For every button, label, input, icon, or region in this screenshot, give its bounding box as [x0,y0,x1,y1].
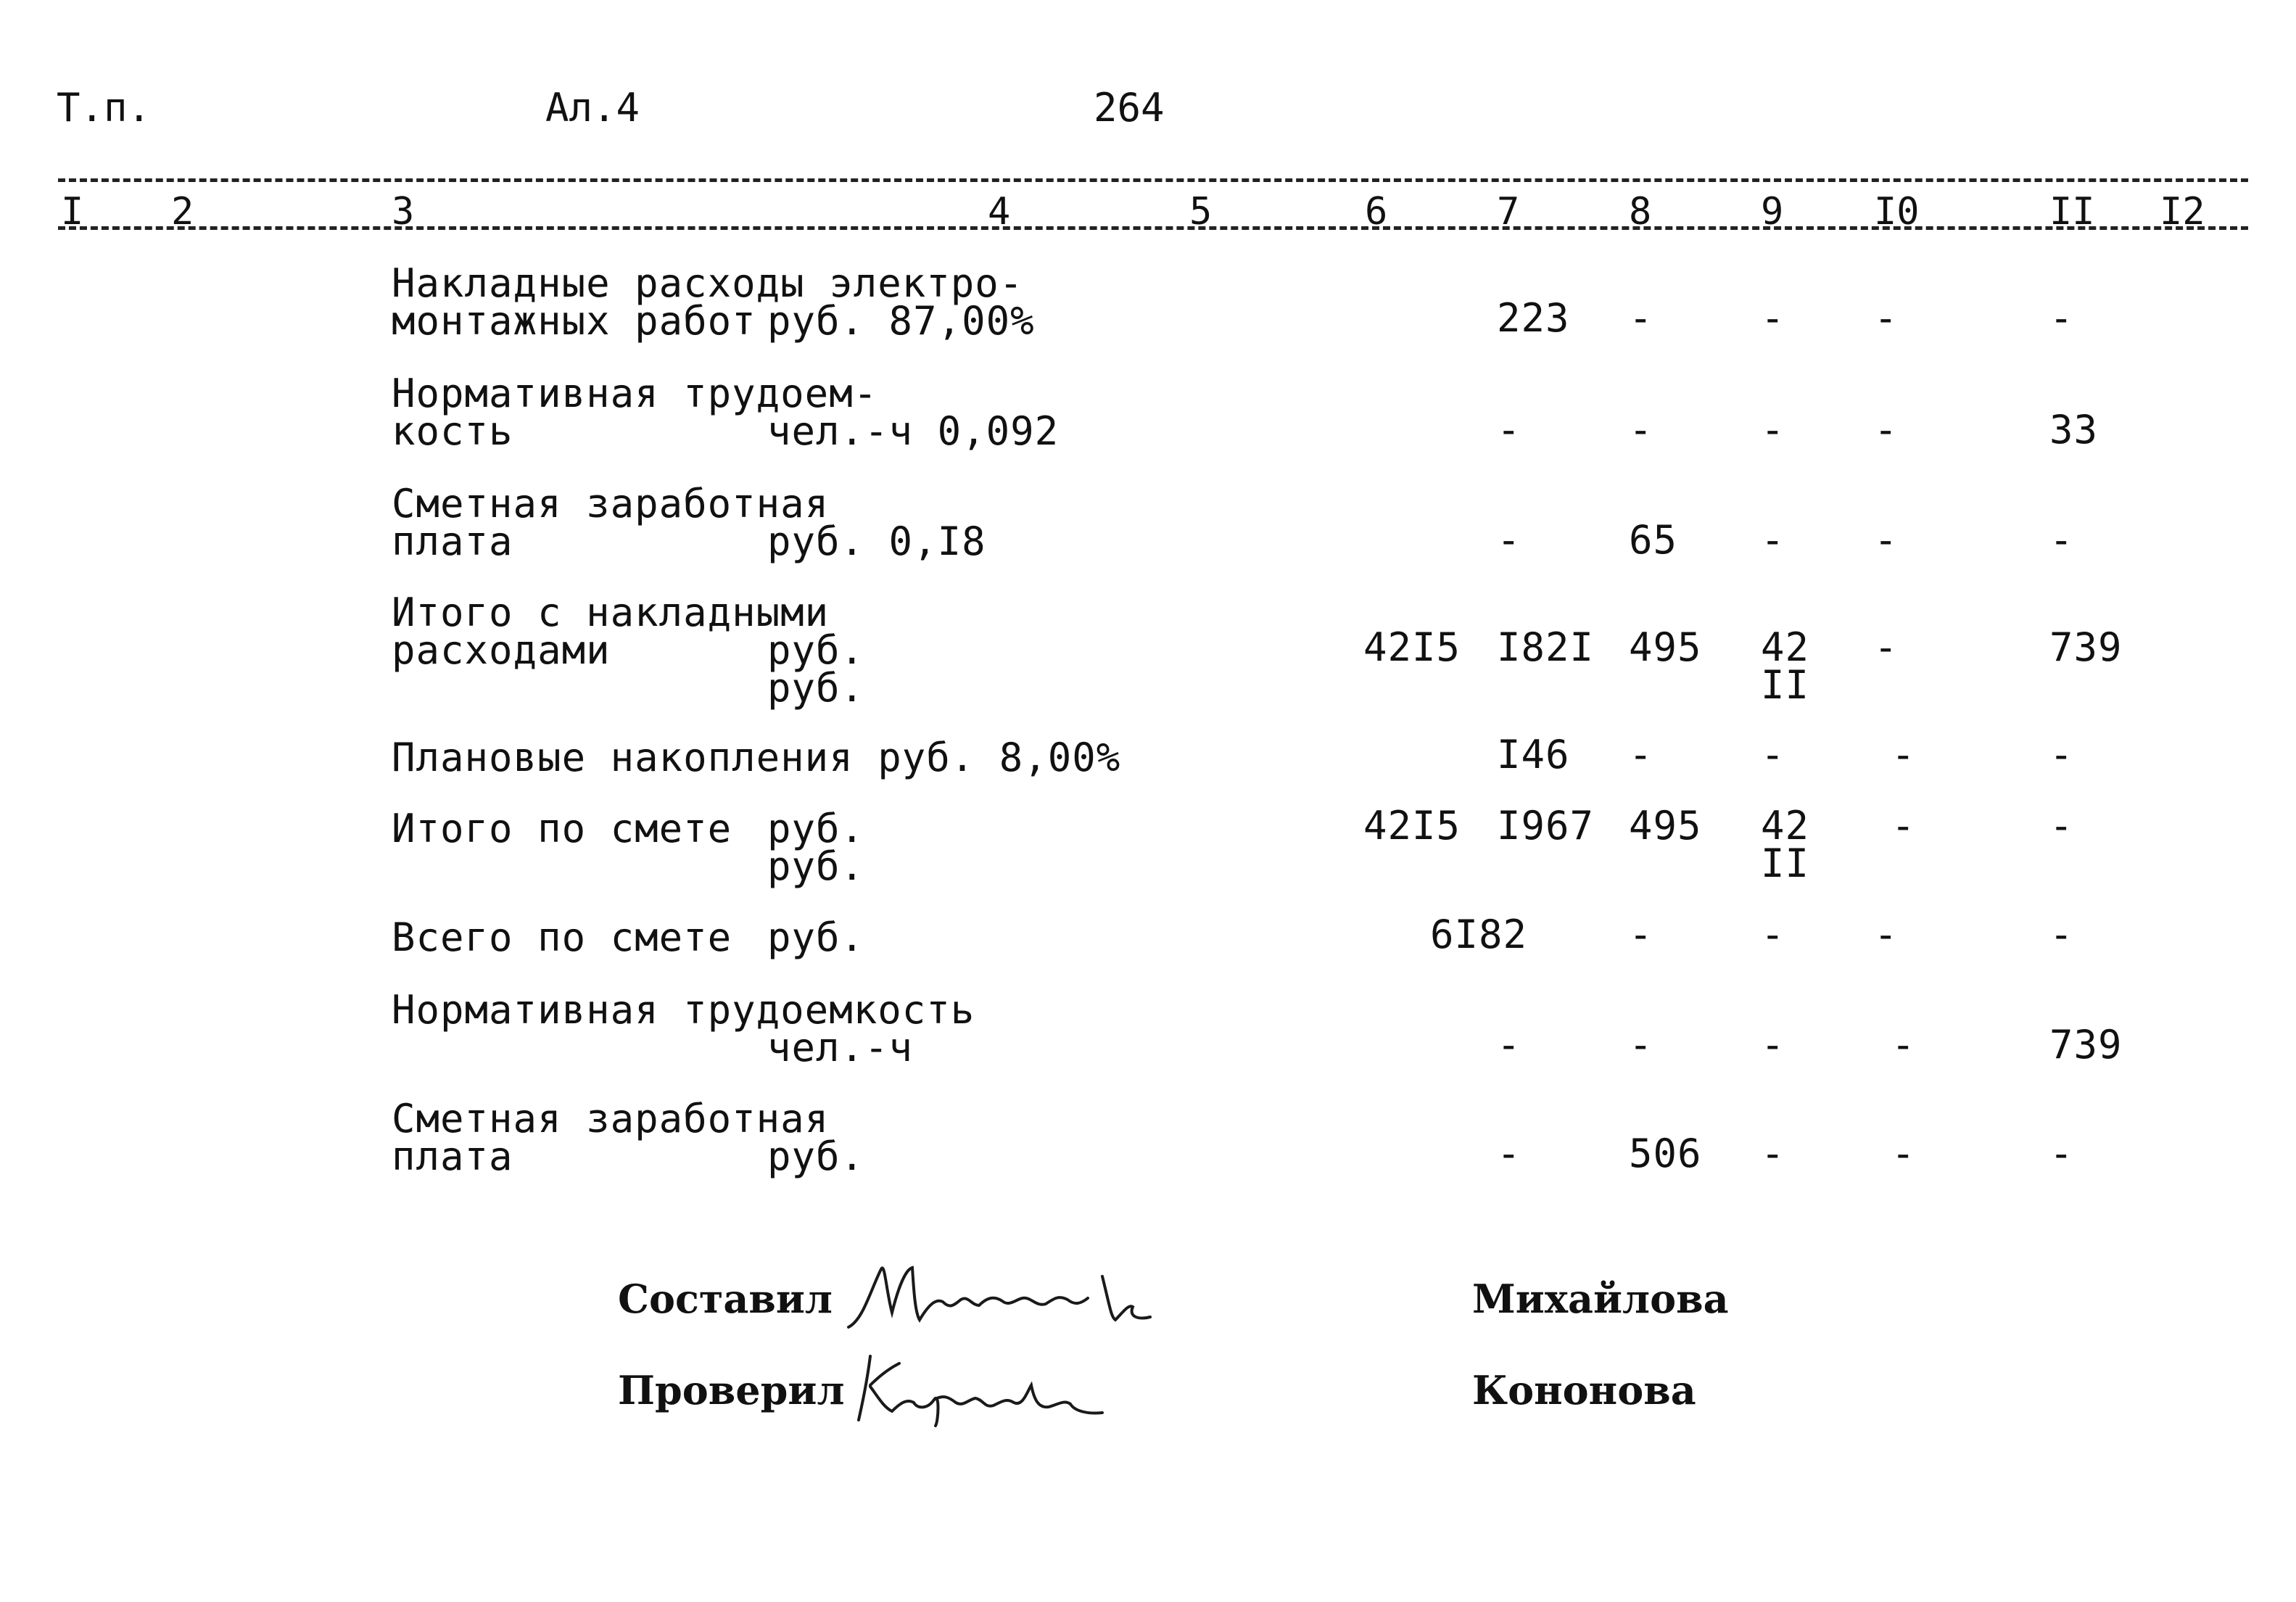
cell-col11: - [2049,295,2074,341]
cell-col6: 42I5 [1363,624,1461,670]
cell-col11: 739 [2049,1022,2123,1068]
row-unit: руб. [767,1134,865,1179]
cell-col8: 495 [1629,803,1702,849]
column-number: II [2049,190,2095,234]
cell-col9: - [1761,1022,1785,1068]
row-unit: руб. 87,00% [767,298,1035,344]
sheet-label: Ал.4 [545,85,640,131]
cell-col8: - [1629,295,1653,341]
column-number: I2 [2160,190,2205,234]
cell-col10: - [1874,624,1899,670]
cell-col8: - [1629,912,1653,957]
row-name-line1: Всего по смете [392,914,732,960]
cell-col10: - [1891,1022,1916,1068]
compiled-by-name: Михайлова [1472,1276,1729,1322]
compiled-signature-icon [841,1247,1160,1342]
cell-col11: 739 [2049,624,2123,670]
document-type-label: Т.п. [57,85,152,131]
cell-col7: 223 [1497,295,1570,341]
row-name-line1: Накладные расходы электро- [392,260,1024,306]
cell-col10: - [1874,407,1899,453]
row-name-line1: Сметная заработная [392,481,830,527]
cell-col10: - [1874,295,1899,341]
cell-col7: - [1497,1131,1521,1176]
cell-col8: - [1629,407,1653,453]
checked-signature-icon [848,1342,1110,1429]
cell-col7: I967 [1497,803,1595,849]
row-unit: руб. [767,806,865,851]
cell-col9: 42 [1761,624,1810,670]
cell-col10: - [1891,803,1916,849]
cell-col9-second: II [1761,662,1810,708]
column-number: 2 [171,190,194,234]
column-number: 8 [1629,190,1652,234]
cell-col6-7: 6I82 [1430,912,1528,957]
row-unit-second: руб. [767,665,865,711]
row-unit: чел.-ч [767,1025,914,1070]
row-name-line1: Плановые накопления руб. 8,00% [392,735,1121,780]
cell-col8: 506 [1629,1131,1702,1176]
cell-col9: - [1761,732,1785,777]
cell-col7: I82I [1497,624,1595,670]
row-unit: руб. 0,I8 [767,519,986,564]
cell-col9: - [1761,912,1785,957]
column-number: 4 [988,190,1011,234]
row-name-line1: Сметная заработная [392,1096,830,1141]
cell-col6: 42I5 [1363,803,1461,849]
row-unit-second: руб. [767,843,865,889]
cell-col11: - [2049,517,2074,563]
cell-col9: - [1761,295,1785,341]
column-number: 7 [1497,190,1520,234]
cell-col11: - [2049,803,2074,849]
cell-col10: - [1891,732,1916,777]
cell-col8: 495 [1629,624,1702,670]
row-name-line1: Нормативная трудоем- [392,371,878,416]
cell-col10: - [1891,1131,1916,1176]
cell-col11: 33 [2049,407,2099,453]
row-name-line2: плата [392,519,513,564]
cell-col9: 42 [1761,803,1810,849]
cell-col7: I46 [1497,732,1570,777]
row-name-line2: плата [392,1134,513,1179]
cell-col11: - [2049,732,2074,777]
row-unit: руб. [767,627,865,673]
row-name-line1: Итого с накладными [392,590,830,635]
cell-col8: - [1629,1022,1653,1068]
column-number: 9 [1761,190,1784,234]
column-number: I [61,190,84,234]
row-unit: чел.-ч 0,092 [767,408,1060,454]
cell-col7: - [1497,407,1521,453]
row-name-line2: расходами [392,627,611,673]
cell-col7: - [1497,517,1521,563]
checked-by-name: Кононова [1472,1367,1696,1413]
row-unit: руб. [767,914,865,960]
row-name-line2: монтажных работ [392,298,756,344]
column-number: 6 [1365,190,1388,234]
cell-col11: - [2049,912,2074,957]
compiled-by-label: Составил [618,1276,833,1322]
cell-col11: - [2049,1131,2074,1176]
column-number: I0 [1874,190,1920,234]
cell-col9-second: II [1761,841,1810,886]
cell-col9: - [1761,407,1785,453]
cell-col10: - [1874,517,1899,563]
cell-col7: - [1497,1022,1521,1068]
row-name-line2: кость [392,408,513,454]
cell-col9: - [1761,1131,1785,1176]
column-number: 5 [1189,190,1213,234]
cell-col9: - [1761,517,1785,563]
cell-col8: - [1629,732,1653,777]
cell-col10: - [1874,912,1899,957]
page-number: 264 [1094,85,1165,131]
row-name-line1: Итого по смете [392,806,732,851]
column-number: 3 [392,190,415,234]
row-name-line1: Нормативная трудоемкость [392,987,975,1033]
checked-by-label: Проверил [618,1367,845,1413]
cell-col8: 65 [1629,517,1678,563]
table-top-rule [58,178,2248,182]
table-header-rule [58,226,2248,230]
